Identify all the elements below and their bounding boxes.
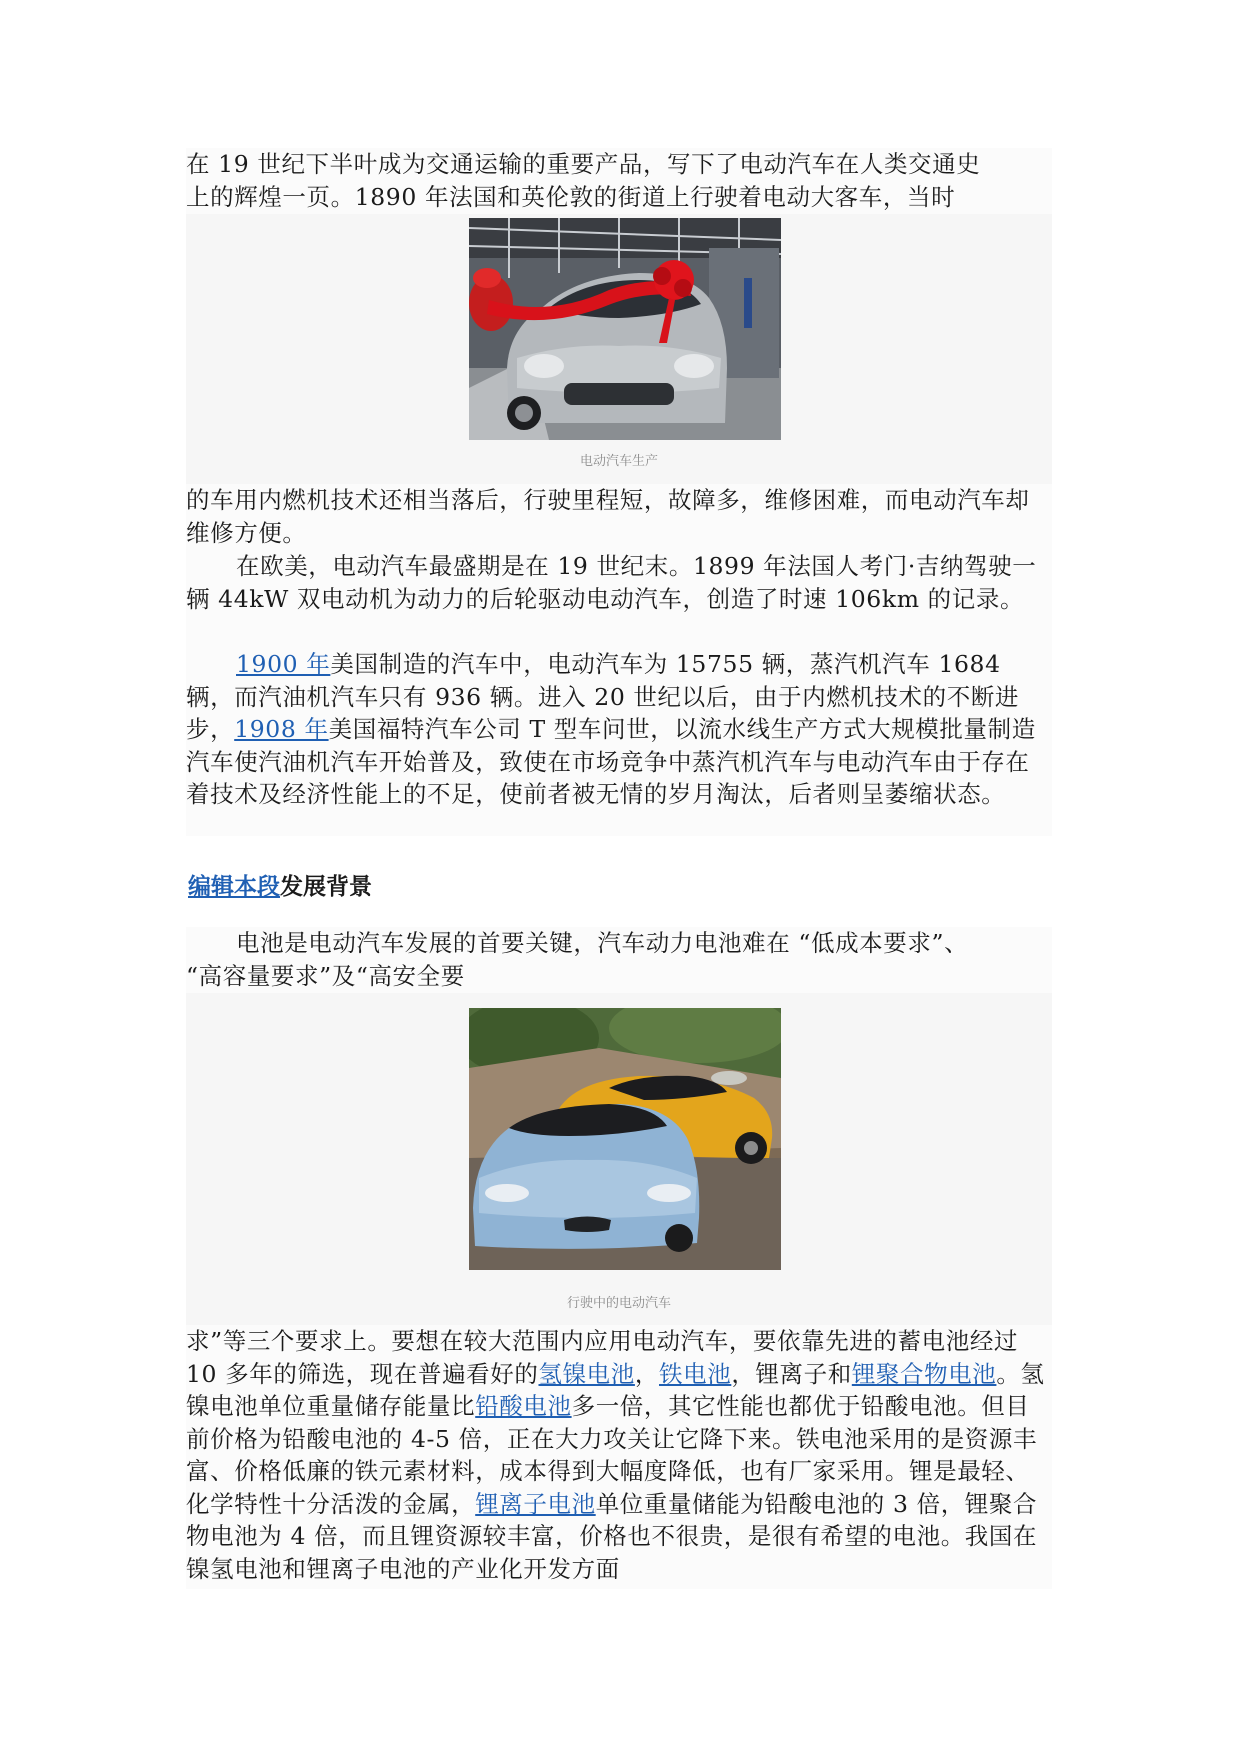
iron-battery-link[interactable]: 铁电池 bbox=[659, 1359, 732, 1388]
paragraph-text bbox=[186, 648, 1052, 811]
text-run: 多一倍，其它性能也都优于铅酸电池。但目前价格为铅酸电池的 4-5 倍，正在大力攻关让它降下来。铁电池采用的是资源丰富、价格低廉的铁元素材料，成本得到大幅度降低，也有厂家采用。锂是最轻、化学特性十分活泼的金属， bbox=[186, 1392, 1038, 1518]
figure-caption: 行驶中的电动汽车 bbox=[566, 1296, 671, 1311]
paragraph-block bbox=[186, 148, 1052, 214]
text-run: 。氢镍电池单位重量储存能量比 bbox=[186, 1359, 1045, 1420]
paragraph-text: 的车用内燃机技术还相当落后，行驶里程短，故障多，维修困难，而电动汽车却维修方便。 bbox=[186, 486, 1030, 547]
nimh-battery-link[interactable]: 氢镍电池 bbox=[538, 1359, 635, 1388]
paragraph-block bbox=[186, 927, 1052, 993]
section-title: 发展背景 bbox=[280, 874, 372, 900]
text-run: 求”等三个要求上。要想在较大范围内应用电动汽车，要依靠先进的蓄电池经过 10 多年的筛选，现在普遍看好的 bbox=[186, 1327, 1019, 1388]
paragraph-block bbox=[186, 484, 1052, 550]
figure-caption: 电动汽车生产 bbox=[579, 454, 658, 469]
section-heading bbox=[188, 868, 372, 901]
lithium-ion-battery-link[interactable]: 锂离子电池 bbox=[475, 1489, 596, 1518]
text-run: ，锂离子和 bbox=[731, 1359, 852, 1388]
figure-driving-ev bbox=[186, 993, 1052, 1325]
paragraph-line: 电池是电动汽车发展的首要关键，汽车动力电池难在 “低成本要求”、 bbox=[236, 929, 969, 957]
car-production-photo bbox=[469, 218, 781, 440]
paragraph-text bbox=[186, 1325, 1052, 1585]
paragraph-block bbox=[186, 550, 1052, 648]
year-1900-link[interactable]: 1900 年 bbox=[236, 650, 331, 678]
text-run: 单位重量储能为铅酸电池的 3 倍，锂聚合物电池为 4 倍，而且锂资源较丰富，价格也不很贵，是很有希望的电池。我国在镍氢电池和锂离子电池的产业化开发方面 bbox=[186, 1489, 1038, 1583]
paragraph-block bbox=[186, 648, 1052, 836]
paragraph-line: “高容量要求”及“高安全要 bbox=[186, 961, 465, 990]
paragraph-block bbox=[186, 1325, 1052, 1589]
year-1908-link[interactable]: 1908 年 bbox=[234, 715, 329, 743]
paragraph-text: 在欧美，电动汽车最盛期是在 19 世纪末。1899 年法国人考门·吉纳驾驶一辆 44kW 双电动机为动力的后轮驱动电动汽车，创造了时速 106km 的记录。 bbox=[186, 552, 1037, 613]
driving-ev-photo bbox=[469, 1008, 781, 1270]
paragraph-line: 在 19 世纪下半叶成为交通运输的重要产品，写下了电动汽车在人类交通史 bbox=[186, 150, 981, 178]
lithium-polymer-battery-link[interactable]: 锂聚合物电池 bbox=[851, 1359, 997, 1388]
text-run: ， bbox=[634, 1359, 659, 1388]
text-run: 美国福特汽车公司 T 型车问世，以流水线生产方式大规模批量制造汽车使汽油机汽车开始普及，致使在市场竞争中蒸汽机汽车与电动汽车由于存在着技术及经济性能上的不足，使前者被无情的岁月淘汰，后者则呈萎缩状态。 bbox=[186, 715, 1036, 808]
sports-cars-image bbox=[469, 1008, 781, 1270]
text-run: 美国制造的汽车中，电动汽车为 15755 辆，蒸汽机汽车 1684 辆，而汽油机汽车只有 936 辆。进入 20 世纪以后，由于内燃机技术的不断进步， bbox=[186, 650, 1020, 743]
car-with-red-bow-image bbox=[469, 218, 781, 440]
paragraph-line: 上的辉煌一页。1890 年法国和英伦敦的街道上行驶着电动大客车，当时 bbox=[186, 182, 956, 211]
figure-car-production bbox=[186, 214, 1052, 484]
lead-acid-battery-link[interactable]: 铅酸电池 bbox=[475, 1392, 572, 1420]
edit-section-link[interactable]: 编辑本段 bbox=[188, 874, 280, 900]
